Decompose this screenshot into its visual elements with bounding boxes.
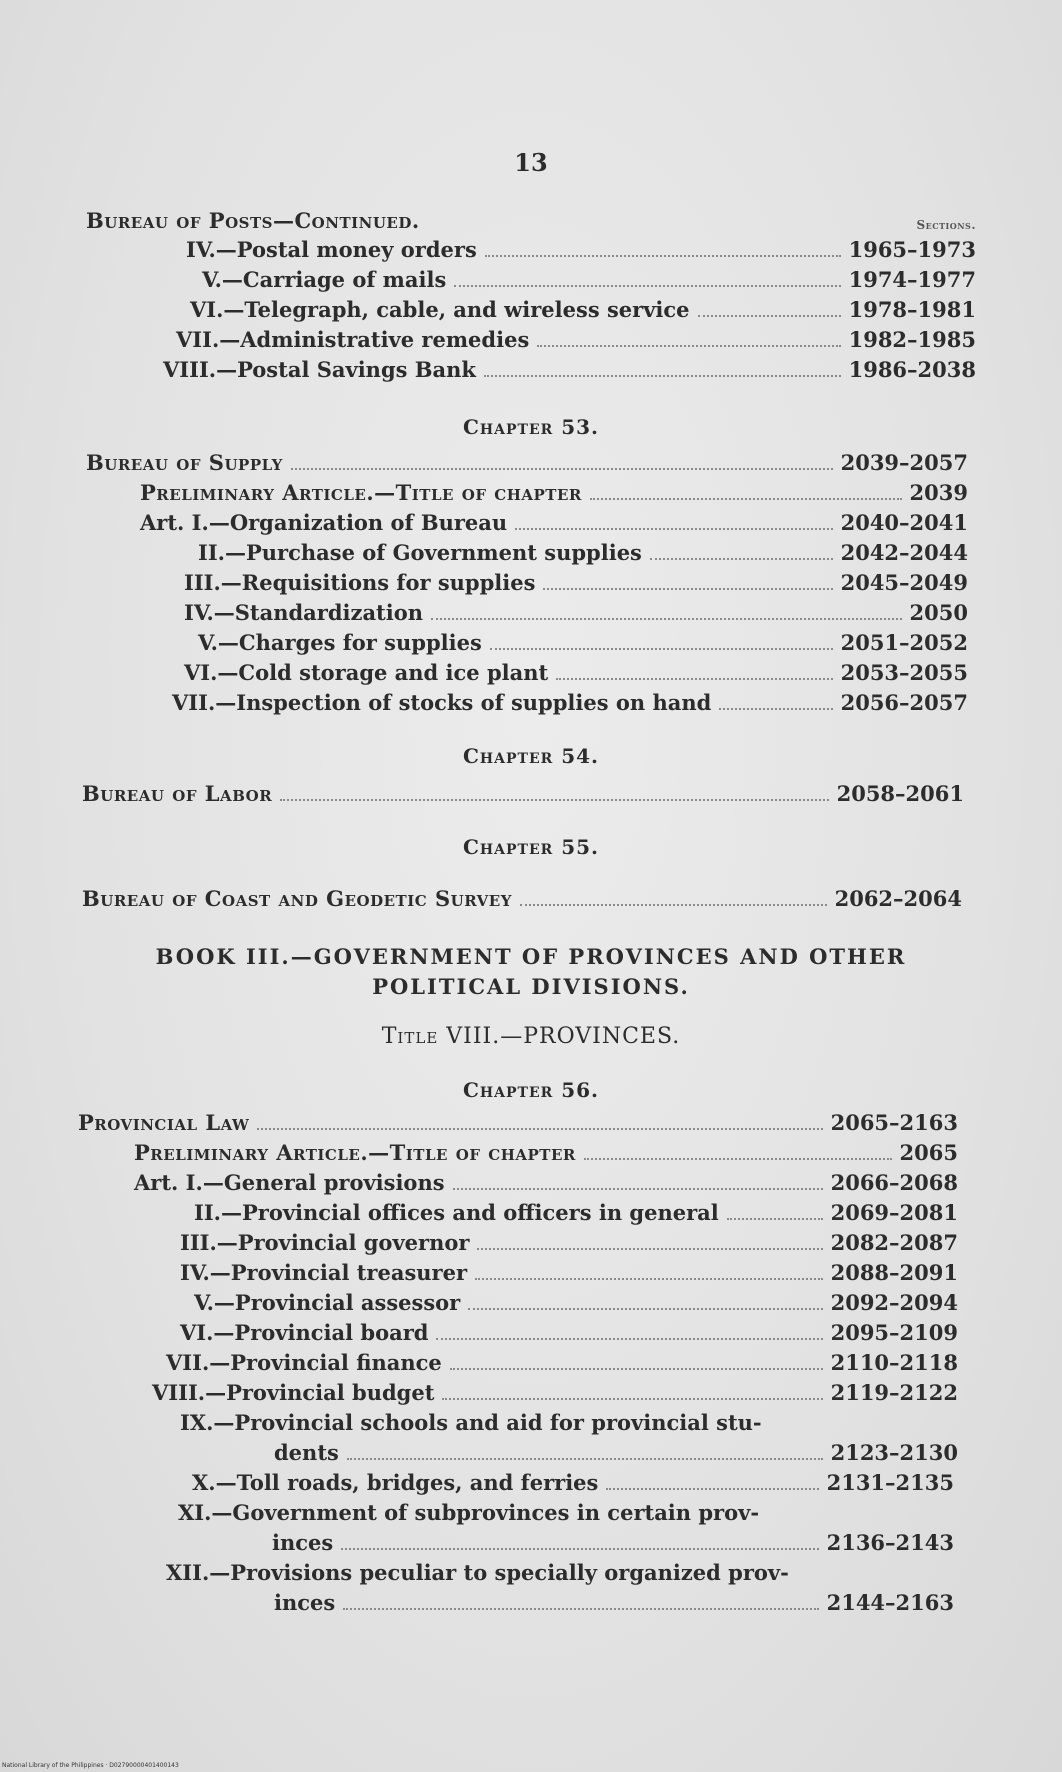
toc-entry-label: inces [274,1590,336,1615]
toc-bureau-entry [78,1110,958,1140]
toc-entry-label: inces [272,1530,334,1555]
dot-leader [556,664,832,680]
toc-entry-label: Preliminary Article.—Title of chapter [134,1140,576,1165]
continued-heading: Bureau of Posts—Continued. [86,208,420,233]
toc-entry-label: Art. I.—Organization of Bureau [140,510,508,535]
dot-leader [453,1174,823,1190]
toc-entry-sections: 2095–2109 [830,1320,958,1345]
toc-entry-sections: 2065 [899,1140,958,1165]
toc-entry-sections: 2039 [909,480,968,505]
toc-entry-label: VIII.—Provincial budget [152,1380,435,1405]
toc-entry-label: Preliminary Article.—Title of chapter [140,480,582,505]
toc-entry [274,1440,958,1470]
dot-leader [280,785,828,801]
toc-entry-sections: 1965–1973 [848,237,976,262]
toc-entry-label: IV.—Standardization [184,600,423,625]
toc-entry-label: V.—Provincial assessor [194,1290,461,1315]
toc-entry-label: Bureau of Labor [82,781,273,806]
toc-entry [184,600,968,630]
toc-entry [198,630,968,660]
toc-bureau-entry [86,450,968,480]
dot-leader [543,574,832,590]
toc-entry-label: VI.—Cold storage and ice plant [184,660,549,685]
toc-entry-label: II.—Provincial offices and officers in general [194,1200,719,1225]
dot-leader [485,241,841,257]
dot-leader [590,484,902,500]
toc-entry-label: Bureau of Coast and Geodetic Survey [82,886,512,911]
toc-entry [272,1530,954,1560]
toc-entry-label: III.—Requisitions for supplies [184,570,536,595]
dot-leader [454,271,840,287]
toc-entry [134,1140,958,1170]
title-rest: VIII.—PROVINCES. [446,1024,681,1049]
dot-leader [698,301,841,317]
toc-entry [180,1230,958,1260]
toc-entry [274,1590,954,1620]
toc-entry-sections: 2092–2094 [830,1290,958,1315]
toc-entry-sections: 2056–2057 [840,690,968,715]
dot-leader [257,1114,822,1130]
toc-entry-sections: 2110–2118 [830,1350,958,1375]
toc-entry-label: VII.—Inspection of stocks of supplies on hand [172,690,712,715]
toc-entry [192,1470,954,1500]
toc-entry [194,1200,958,1230]
toc-entry-label: IV.—Postal money orders [186,237,477,262]
sections-column-header: Sections. [916,218,976,232]
toc-entry-label: Art. I.—General provisions [134,1170,445,1195]
toc-entry-label: VII.—Administrative remedies [176,327,530,352]
toc-entry-label: dents [274,1440,339,1465]
toc-entry [194,1290,958,1320]
toc-entry-label: VII.—Provincial finance [166,1350,442,1375]
toc-entry [134,1170,958,1200]
dot-leader [468,1294,822,1310]
toc-entry-sections: 2045–2049 [840,570,968,595]
toc-entry-sections: 1978–1981 [848,297,976,322]
toc-entry [166,1350,958,1380]
dot-leader [291,454,833,470]
toc-entry-sections: 2053–2055 [840,660,968,685]
dot-leader [520,890,827,906]
dot-leader [584,1144,892,1160]
toc-entry [176,327,976,357]
toc-entry [184,570,968,600]
toc-entry [140,510,968,540]
toc-entry-sections: 2042–2044 [840,540,968,565]
toc-entry-first-line [166,1560,954,1590]
toc-entry-label: II.—Purchase of Government supplies [198,540,642,565]
toc-entry-label: VI.—Provincial board [180,1320,429,1345]
toc-entry-sections: 2119–2122 [830,1380,958,1405]
dot-leader [436,1324,822,1340]
dot-leader [537,331,840,347]
toc-entry-label: Provincial Law [78,1110,250,1135]
toc-entry-label: V.—Charges for supplies [198,630,482,655]
chapter-heading: Chapter 53. [462,415,600,439]
toc-entry [180,1260,958,1290]
toc-entry [152,1380,958,1410]
toc-entry-sections: 2136–2143 [826,1530,954,1555]
book-heading-line-1: BOOK III.—GOVERNMENT OF PROVINCES AND OTHER [155,944,907,969]
toc-entry-sections: 2144–2163 [826,1590,954,1615]
toc-entry-label: Bureau of Supply [86,450,283,475]
toc-entry-sections: 2051–2052 [840,630,968,655]
dot-leader [442,1384,822,1400]
toc-bureau-entry [82,781,964,811]
toc-entry-first-line [180,1410,958,1440]
toc-entry-sections: 1982–1985 [848,327,976,352]
dot-leader [727,1204,823,1220]
toc-entry-label: IX.—Provincial schools and aid for provincial stu- [180,1410,762,1435]
chapter-heading: Chapter 54. [462,744,600,768]
dot-leader [431,604,902,620]
dot-leader [719,694,832,710]
toc-entry-label: XI.—Government of subprovinces in certain prov- [178,1500,760,1525]
toc-entry [180,1320,958,1350]
page-number: 13 [514,148,548,177]
toc-entry-label: III.—Provincial governor [180,1230,470,1255]
toc-entry-sections: 1974–1977 [848,267,976,292]
toc-entry-label: IV.—Provincial treasurer [180,1260,468,1285]
toc-entry-sections: 2066–2068 [830,1170,958,1195]
toc-entry-sections: 2082–2087 [830,1230,958,1255]
toc-entry-sections: 2062–2064 [834,886,962,911]
toc-entry-sections: 2040–2041 [840,510,968,535]
dot-leader [650,544,833,560]
toc-entry-first-line [178,1500,954,1530]
toc-entry [172,690,968,720]
title-prefix: Title [381,1024,439,1049]
chapter-heading: Chapter 56. [462,1078,600,1102]
toc-bureau-entry [82,886,962,916]
book-heading-line-2: POLITICAL DIVISIONS. [372,974,690,999]
dot-leader [515,514,832,530]
toc-entry [140,480,968,510]
toc-entry-sections: 2088–2091 [830,1260,958,1285]
dot-leader [606,1474,818,1490]
toc-entry-label: X.—Toll roads, bridges, and ferries [192,1470,599,1495]
dot-leader [347,1444,823,1460]
toc-entry-label: VIII.—Postal Savings Bank [163,357,476,382]
dot-leader [475,1264,823,1280]
toc-entry [202,267,976,297]
chapter-heading: Chapter 55. [462,835,600,859]
toc-entry-label: VI.—Telegraph, cable, and wireless service [190,297,690,322]
toc-entry-label: V.—Carriage of mails [202,267,447,292]
toc-entry-sections: 2065–2163 [830,1110,958,1135]
title-heading [0,1024,1062,1049]
toc-entry [198,540,968,570]
dot-leader [484,361,841,377]
toc-entry-sections: 2069–2081 [830,1200,958,1225]
toc-entry-sections: 2050 [909,600,968,625]
toc-entry-sections: 2039–2057 [840,450,968,475]
toc-entry-label: XII.—Provisions peculiar to specially organized prov- [166,1560,789,1585]
dot-leader [490,634,833,650]
toc-entry [184,660,968,690]
toc-entry-sections: 2131–2135 [826,1470,954,1495]
toc-entry-sections: 2058–2061 [836,781,964,806]
toc-entry-sections: 2123–2130 [830,1440,958,1465]
dot-leader [477,1234,822,1250]
toc-entry-sections: 1986–2038 [848,357,976,382]
dot-leader [450,1354,823,1370]
toc-entry [186,237,976,267]
dot-leader [341,1534,818,1550]
toc-entry [163,357,976,387]
scan-footer-text: National Library of the Philippines · D02790000401400143 [2,1762,179,1769]
dot-leader [343,1594,818,1610]
toc-entry [190,297,976,327]
